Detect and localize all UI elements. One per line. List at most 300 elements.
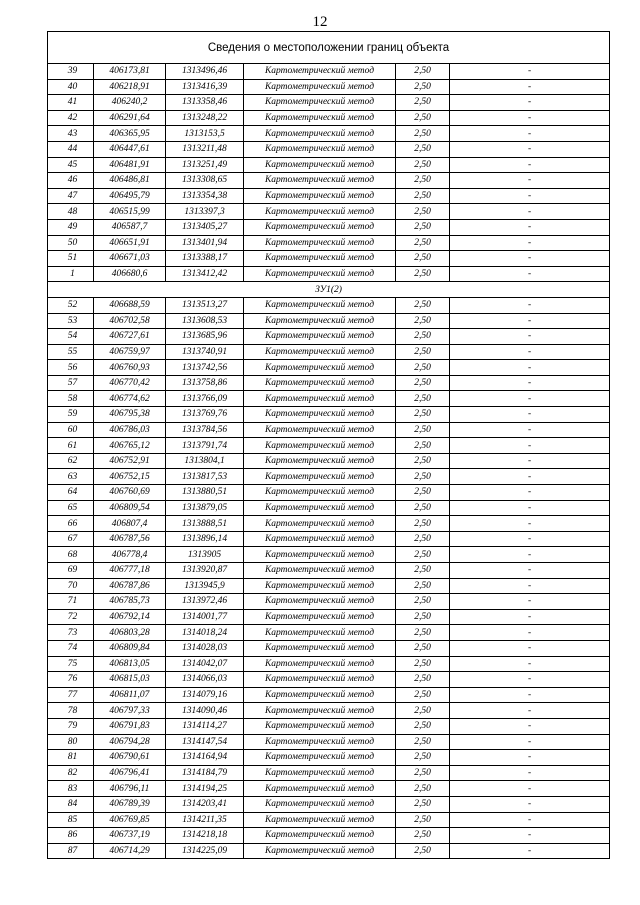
cell-accuracy: 2,50 <box>396 796 450 812</box>
cell-y-coordinate: 1313740,91 <box>166 344 244 360</box>
cell-description: - <box>450 95 610 111</box>
table-row <box>48 141 610 157</box>
cell-x-coordinate: 406680,6 <box>94 266 166 282</box>
cell-y-coordinate: 1313817,53 <box>166 469 244 485</box>
cell-y-coordinate: 1314001,77 <box>166 609 244 625</box>
cell-point-number: 61 <box>48 438 94 454</box>
cell-accuracy: 2,50 <box>396 391 450 407</box>
cell-y-coordinate: 1314018,24 <box>166 625 244 641</box>
table-row <box>48 235 610 251</box>
cell-method: Картометрический метод <box>244 734 396 750</box>
cell-x-coordinate: 406218,91 <box>94 79 166 95</box>
cell-point-number: 77 <box>48 687 94 703</box>
cell-description: - <box>450 547 610 563</box>
cell-method: Картометрический метод <box>244 219 396 235</box>
table-row <box>48 703 610 719</box>
cell-x-coordinate: 406777,18 <box>94 563 166 579</box>
cell-accuracy: 2,50 <box>396 485 450 501</box>
cell-accuracy: 2,50 <box>396 173 450 189</box>
cell-accuracy: 2,50 <box>396 765 450 781</box>
cell-y-coordinate: 1313742,56 <box>166 360 244 376</box>
cell-description: - <box>450 469 610 485</box>
cell-x-coordinate: 406760,69 <box>94 485 166 501</box>
cell-accuracy: 2,50 <box>396 640 450 656</box>
table-row <box>48 547 610 563</box>
cell-y-coordinate: 1313401,94 <box>166 235 244 251</box>
cell-y-coordinate: 1313920,87 <box>166 563 244 579</box>
cell-description: - <box>450 235 610 251</box>
cell-y-coordinate: 1313153,5 <box>166 126 244 142</box>
cell-point-number: 43 <box>48 126 94 142</box>
cell-description: - <box>450 796 610 812</box>
table-row <box>48 64 610 80</box>
cell-point-number: 51 <box>48 251 94 267</box>
cell-accuracy: 2,50 <box>396 157 450 173</box>
cell-accuracy: 2,50 <box>396 500 450 516</box>
cell-method: Картометрический метод <box>244 422 396 438</box>
cell-description: - <box>450 812 610 828</box>
table-row <box>48 796 610 812</box>
cell-x-coordinate: 406785,73 <box>94 594 166 610</box>
cell-point-number: 80 <box>48 734 94 750</box>
cell-x-coordinate: 406240,2 <box>94 95 166 111</box>
table-row <box>48 656 610 672</box>
cell-x-coordinate: 406714,29 <box>94 843 166 859</box>
table-row <box>48 750 610 766</box>
cell-method: Картометрический метод <box>244 687 396 703</box>
cell-description: - <box>450 79 610 95</box>
cell-point-number: 86 <box>48 828 94 844</box>
cell-y-coordinate: 1314164,94 <box>166 750 244 766</box>
cell-x-coordinate: 406807,4 <box>94 516 166 532</box>
cell-point-number: 70 <box>48 578 94 594</box>
table-row <box>48 828 610 844</box>
cell-y-coordinate: 1313416,39 <box>166 79 244 95</box>
cell-accuracy: 2,50 <box>396 547 450 563</box>
cell-method: Картометрический метод <box>244 843 396 859</box>
cell-point-number: 67 <box>48 531 94 547</box>
cell-x-coordinate: 406671,03 <box>94 251 166 267</box>
table-row <box>48 266 610 282</box>
cell-point-number: 57 <box>48 375 94 391</box>
cell-y-coordinate: 1313879,05 <box>166 500 244 516</box>
cell-accuracy: 2,50 <box>396 672 450 688</box>
table-title-row <box>48 32 610 64</box>
cell-method: Картометрический метод <box>244 266 396 282</box>
boundary-coordinates-table <box>47 31 610 859</box>
cell-y-coordinate: 1314194,25 <box>166 781 244 797</box>
table-row <box>48 453 610 469</box>
cell-point-number: 66 <box>48 516 94 532</box>
cell-x-coordinate: 406737,19 <box>94 828 166 844</box>
cell-y-coordinate: 1314184,79 <box>166 765 244 781</box>
cell-method: Картометрический метод <box>244 110 396 126</box>
cell-y-coordinate: 1313388,17 <box>166 251 244 267</box>
cell-x-coordinate: 406786,03 <box>94 422 166 438</box>
cell-method: Картометрический метод <box>244 796 396 812</box>
cell-description: - <box>450 407 610 423</box>
cell-x-coordinate: 406769,85 <box>94 812 166 828</box>
cell-method: Картометрический метод <box>244 344 396 360</box>
cell-method: Картометрический метод <box>244 718 396 734</box>
cell-accuracy: 2,50 <box>396 235 450 251</box>
cell-method: Картометрический метод <box>244 578 396 594</box>
cell-accuracy: 2,50 <box>396 126 450 142</box>
cell-description: - <box>450 453 610 469</box>
table-row <box>48 375 610 391</box>
cell-accuracy: 2,50 <box>396 266 450 282</box>
cell-point-number: 69 <box>48 563 94 579</box>
cell-y-coordinate: 1313608,53 <box>166 313 244 329</box>
cell-point-number: 44 <box>48 141 94 157</box>
page-number: 12 <box>312 14 328 30</box>
cell-y-coordinate: 1313358,46 <box>166 95 244 111</box>
cell-method: Картометрический метод <box>244 516 396 532</box>
cell-x-coordinate: 406790,61 <box>94 750 166 766</box>
cell-method: Картометрический метод <box>244 547 396 563</box>
cell-method: Картометрический метод <box>244 828 396 844</box>
cell-y-coordinate: 1313784,56 <box>166 422 244 438</box>
cell-description: - <box>450 360 610 376</box>
cell-accuracy: 2,50 <box>396 843 450 859</box>
cell-method: Картометрический метод <box>244 531 396 547</box>
cell-method: Картометрический метод <box>244 750 396 766</box>
cell-y-coordinate: 1314042,07 <box>166 656 244 672</box>
table-row <box>48 516 610 532</box>
cell-point-number: 60 <box>48 422 94 438</box>
cell-y-coordinate: 1313905 <box>166 547 244 563</box>
cell-description: - <box>450 703 610 719</box>
cell-point-number: 79 <box>48 718 94 734</box>
cell-point-number: 87 <box>48 843 94 859</box>
table-row <box>48 360 610 376</box>
cell-description: - <box>450 734 610 750</box>
table-body <box>48 32 610 859</box>
cell-accuracy: 2,50 <box>396 703 450 719</box>
cell-x-coordinate: 406774,62 <box>94 391 166 407</box>
cell-x-coordinate: 406791,83 <box>94 718 166 734</box>
cell-description: - <box>450 640 610 656</box>
cell-method: Картометрический метод <box>244 391 396 407</box>
cell-x-coordinate: 406815,03 <box>94 672 166 688</box>
cell-description: - <box>450 157 610 173</box>
cell-method: Картометрический метод <box>244 656 396 672</box>
cell-method: Картометрический метод <box>244 157 396 173</box>
cell-method: Картометрический метод <box>244 329 396 345</box>
table-row <box>48 329 610 345</box>
cell-y-coordinate: 1313766,09 <box>166 391 244 407</box>
cell-method: Картометрический метод <box>244 64 396 80</box>
cell-point-number: 64 <box>48 485 94 501</box>
cell-y-coordinate: 1313769,76 <box>166 407 244 423</box>
table-row <box>48 407 610 423</box>
cell-y-coordinate: 1314028,03 <box>166 640 244 656</box>
cell-x-coordinate: 406778,4 <box>94 547 166 563</box>
cell-accuracy: 2,50 <box>396 313 450 329</box>
cell-x-coordinate: 406813,05 <box>94 656 166 672</box>
cell-y-coordinate: 1313685,96 <box>166 329 244 345</box>
cell-point-number: 47 <box>48 188 94 204</box>
cell-method: Картометрический метод <box>244 500 396 516</box>
cell-x-coordinate: 406765,12 <box>94 438 166 454</box>
table-row <box>48 422 610 438</box>
cell-x-coordinate: 406727,61 <box>94 329 166 345</box>
cell-accuracy: 2,50 <box>396 360 450 376</box>
cell-description: - <box>450 141 610 157</box>
cell-y-coordinate: 1313354,38 <box>166 188 244 204</box>
cell-description: - <box>450 485 610 501</box>
cell-x-coordinate: 406809,84 <box>94 640 166 656</box>
cell-y-coordinate: 1313945,9 <box>166 578 244 594</box>
cell-y-coordinate: 1313251,49 <box>166 157 244 173</box>
cell-y-coordinate: 1313405,27 <box>166 219 244 235</box>
cell-point-number: 82 <box>48 765 94 781</box>
cell-accuracy: 2,50 <box>396 64 450 80</box>
cell-method: Картометрический метод <box>244 812 396 828</box>
cell-accuracy: 2,50 <box>396 609 450 625</box>
cell-accuracy: 2,50 <box>396 344 450 360</box>
cell-point-number: 50 <box>48 235 94 251</box>
cell-x-coordinate: 406795,38 <box>94 407 166 423</box>
cell-description: - <box>450 329 610 345</box>
cell-accuracy: 2,50 <box>396 750 450 766</box>
cell-description: - <box>450 344 610 360</box>
table-row <box>48 251 610 267</box>
cell-description: - <box>450 656 610 672</box>
cell-x-coordinate: 406770,42 <box>94 375 166 391</box>
table-row <box>48 297 610 313</box>
cell-y-coordinate: 1313804,1 <box>166 453 244 469</box>
table-row <box>48 204 610 220</box>
cell-accuracy: 2,50 <box>396 375 450 391</box>
cell-method: Картометрический метод <box>244 204 396 220</box>
cell-description: - <box>450 578 610 594</box>
table-row <box>48 173 610 189</box>
cell-method: Картометрический метод <box>244 407 396 423</box>
cell-point-number: 62 <box>48 453 94 469</box>
cell-point-number: 85 <box>48 812 94 828</box>
cell-x-coordinate: 406173,81 <box>94 64 166 80</box>
cell-description: - <box>450 750 610 766</box>
cell-y-coordinate: 1313758,86 <box>166 375 244 391</box>
table-row <box>48 531 610 547</box>
cell-x-coordinate: 406651,91 <box>94 235 166 251</box>
table-row <box>48 391 610 407</box>
cell-description: - <box>450 625 610 641</box>
cell-description: - <box>450 438 610 454</box>
cell-description: - <box>450 594 610 610</box>
cell-x-coordinate: 406495,79 <box>94 188 166 204</box>
cell-description: - <box>450 126 610 142</box>
table-title: Сведения о местоположении границ объекта <box>48 32 610 64</box>
table-row <box>48 718 610 734</box>
cell-accuracy: 2,50 <box>396 563 450 579</box>
cell-y-coordinate: 1314079,16 <box>166 687 244 703</box>
cell-accuracy: 2,50 <box>396 204 450 220</box>
cell-description: - <box>450 531 610 547</box>
table-row <box>48 578 610 594</box>
cell-description: - <box>450 204 610 220</box>
cell-x-coordinate: 406365,95 <box>94 126 166 142</box>
cell-point-number: 76 <box>48 672 94 688</box>
cell-accuracy: 2,50 <box>396 251 450 267</box>
cell-description: - <box>450 516 610 532</box>
cell-y-coordinate: 1313412,42 <box>166 266 244 282</box>
cell-y-coordinate: 1314066,03 <box>166 672 244 688</box>
cell-x-coordinate: 406796,41 <box>94 765 166 781</box>
cell-x-coordinate: 406787,56 <box>94 531 166 547</box>
cell-y-coordinate: 1313496,46 <box>166 64 244 80</box>
table-row <box>48 79 610 95</box>
cell-point-number: 72 <box>48 609 94 625</box>
cell-accuracy: 2,50 <box>396 188 450 204</box>
cell-method: Картометрический метод <box>244 609 396 625</box>
cell-accuracy: 2,50 <box>396 469 450 485</box>
cell-accuracy: 2,50 <box>396 453 450 469</box>
cell-accuracy: 2,50 <box>396 781 450 797</box>
cell-point-number: 49 <box>48 219 94 235</box>
table-row <box>48 687 610 703</box>
cell-accuracy: 2,50 <box>396 594 450 610</box>
cell-description: - <box>450 765 610 781</box>
cell-point-number: 59 <box>48 407 94 423</box>
cell-method: Картометрический метод <box>244 672 396 688</box>
cell-description: - <box>450 297 610 313</box>
cell-description: - <box>450 375 610 391</box>
cell-description: - <box>450 251 610 267</box>
cell-x-coordinate: 406486,81 <box>94 173 166 189</box>
cell-accuracy: 2,50 <box>396 516 450 532</box>
cell-accuracy: 2,50 <box>396 625 450 641</box>
table-row <box>48 95 610 111</box>
table-row <box>48 469 610 485</box>
cell-accuracy: 2,50 <box>396 828 450 844</box>
cell-method: Картометрический метод <box>244 703 396 719</box>
table-row <box>48 609 610 625</box>
section-label: ЗУ1(2) <box>48 282 610 298</box>
cell-description: - <box>450 609 610 625</box>
cell-x-coordinate: 406759,97 <box>94 344 166 360</box>
cell-accuracy: 2,50 <box>396 79 450 95</box>
table-row <box>48 188 610 204</box>
cell-y-coordinate: 1314147,54 <box>166 734 244 750</box>
cell-point-number: 81 <box>48 750 94 766</box>
table-row <box>48 640 610 656</box>
cell-point-number: 63 <box>48 469 94 485</box>
cell-x-coordinate: 406789,39 <box>94 796 166 812</box>
cell-method: Картометрический метод <box>244 141 396 157</box>
cell-method: Картометрический метод <box>244 251 396 267</box>
cell-description: - <box>450 563 610 579</box>
table-row <box>48 438 610 454</box>
cell-description: - <box>450 781 610 797</box>
cell-point-number: 41 <box>48 95 94 111</box>
cell-x-coordinate: 406811,07 <box>94 687 166 703</box>
cell-method: Картометрический метод <box>244 375 396 391</box>
table-row <box>48 843 610 859</box>
cell-accuracy: 2,50 <box>396 141 450 157</box>
table-row <box>48 672 610 688</box>
cell-point-number: 75 <box>48 656 94 672</box>
cell-accuracy: 2,50 <box>396 531 450 547</box>
cell-x-coordinate: 406797,33 <box>94 703 166 719</box>
cell-description: - <box>450 672 610 688</box>
table-row <box>48 765 610 781</box>
cell-point-number: 73 <box>48 625 94 641</box>
cell-y-coordinate: 1313896,14 <box>166 531 244 547</box>
cell-accuracy: 2,50 <box>396 687 450 703</box>
cell-y-coordinate: 1314211,35 <box>166 812 244 828</box>
cell-method: Картометрический метод <box>244 235 396 251</box>
table-row <box>48 812 610 828</box>
cell-x-coordinate: 406587,7 <box>94 219 166 235</box>
cell-accuracy: 2,50 <box>396 219 450 235</box>
cell-accuracy: 2,50 <box>396 812 450 828</box>
cell-method: Картометрический метод <box>244 297 396 313</box>
cell-point-number: 74 <box>48 640 94 656</box>
table-row <box>48 344 610 360</box>
cell-x-coordinate: 406291,64 <box>94 110 166 126</box>
cell-method: Картометрический метод <box>244 485 396 501</box>
cell-x-coordinate: 406787,86 <box>94 578 166 594</box>
cell-method: Картометрический метод <box>244 79 396 95</box>
cell-method: Картометрический метод <box>244 469 396 485</box>
cell-accuracy: 2,50 <box>396 329 450 345</box>
cell-description: - <box>450 718 610 734</box>
cell-description: - <box>450 422 610 438</box>
table-row <box>48 219 610 235</box>
cell-accuracy: 2,50 <box>396 734 450 750</box>
cell-description: - <box>450 313 610 329</box>
cell-accuracy: 2,50 <box>396 578 450 594</box>
cell-description: - <box>450 64 610 80</box>
cell-point-number: 68 <box>48 547 94 563</box>
cell-method: Картометрический метод <box>244 594 396 610</box>
cell-description: - <box>450 110 610 126</box>
cell-point-number: 48 <box>48 204 94 220</box>
section-row <box>48 282 610 298</box>
cell-description: - <box>450 188 610 204</box>
cell-description: - <box>450 687 610 703</box>
cell-y-coordinate: 1313513,27 <box>166 297 244 313</box>
cell-description: - <box>450 843 610 859</box>
table-row <box>48 734 610 750</box>
cell-x-coordinate: 406792,14 <box>94 609 166 625</box>
cell-method: Картометрический метод <box>244 625 396 641</box>
cell-x-coordinate: 406481,91 <box>94 157 166 173</box>
cell-y-coordinate: 1313888,51 <box>166 516 244 532</box>
table-row <box>48 781 610 797</box>
cell-description: - <box>450 173 610 189</box>
table-row <box>48 594 610 610</box>
cell-y-coordinate: 1314225,09 <box>166 843 244 859</box>
cell-method: Картометрический метод <box>244 360 396 376</box>
cell-accuracy: 2,50 <box>396 656 450 672</box>
cell-point-number: 45 <box>48 157 94 173</box>
cell-y-coordinate: 1313397,3 <box>166 204 244 220</box>
cell-x-coordinate: 406794,28 <box>94 734 166 750</box>
cell-accuracy: 2,50 <box>396 95 450 111</box>
cell-x-coordinate: 406809,54 <box>94 500 166 516</box>
cell-x-coordinate: 406515,99 <box>94 204 166 220</box>
cell-method: Картометрический метод <box>244 126 396 142</box>
cell-point-number: 78 <box>48 703 94 719</box>
cell-x-coordinate: 406803,28 <box>94 625 166 641</box>
table-row <box>48 313 610 329</box>
cell-point-number: 56 <box>48 360 94 376</box>
cell-point-number: 58 <box>48 391 94 407</box>
cell-y-coordinate: 1314218,18 <box>166 828 244 844</box>
